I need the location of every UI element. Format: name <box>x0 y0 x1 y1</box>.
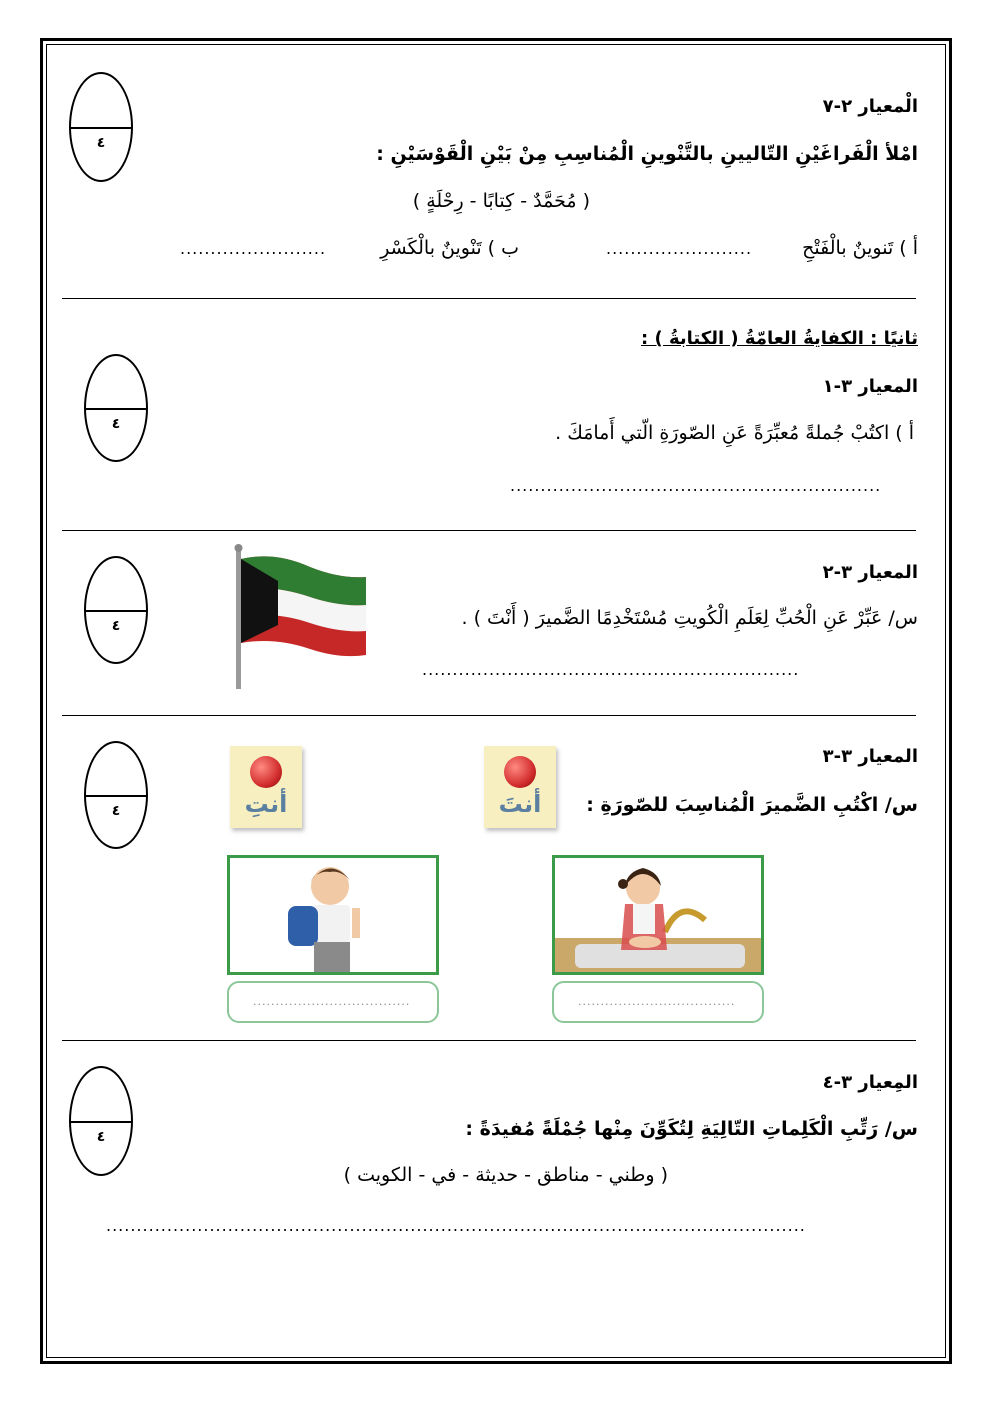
answer-line[interactable]: ................................................................................................................... <box>106 1216 806 1235</box>
standard-title: الْمعيار ٢-٧ <box>822 96 918 117</box>
boy-picture-frame <box>227 855 439 975</box>
pushpin-icon <box>504 756 536 788</box>
score-oval: ٤ <box>84 354 148 462</box>
item-a-answer-line[interactable]: ........................ <box>606 239 753 258</box>
pronoun-card-feminine: أنتِ <box>230 746 302 828</box>
divider <box>62 298 916 299</box>
choices-text: ( وطني - مناطق - حديثة - في - الكويت ) <box>343 1164 668 1186</box>
item-a-label: أ ) تَنوينٌ بالْفَتْحِ <box>802 237 918 259</box>
score-oval: ٤ <box>69 72 133 182</box>
standard-title: المعيار ٣-٢ <box>822 562 918 583</box>
divider <box>62 715 916 716</box>
standard-title: المعيار ٣-٣ <box>822 746 918 767</box>
answer-box-girl[interactable]: ................................... <box>552 981 764 1023</box>
question-text: س/ عَبِّرْ عَنِ الْحُبِّ لِعَلَمِ الْكُويتِ مُسْتَخْدِمًا الضَّميرَ ( أَنْتَ ) . <box>461 607 918 629</box>
choices-text: ( مُحَمَّدٌ - كِتابًا - رِحْلَةٍ ) <box>412 190 590 212</box>
standard-title: المعيار ٣-١ <box>822 376 918 397</box>
answer-box-boy[interactable]: ................................... <box>227 981 439 1023</box>
kuwait-flag-image <box>230 543 372 691</box>
answer-line[interactable]: ............................................................. <box>510 476 882 495</box>
pushpin-icon <box>250 756 282 788</box>
score-oval: ٤ <box>69 1066 133 1176</box>
girl-illustration <box>555 858 761 972</box>
section-heading: ثانيًا : الكفايةُ العامّةُ ( الكتابةُ ) : <box>641 328 918 349</box>
divider <box>62 530 916 531</box>
question-text: س/ رَتِّبِ الْكَلِماتِ التّالِيَةِ لِتُكَوِّنَ مِنْها جُمْلَةً مُفيدَةً : <box>465 1118 918 1140</box>
pronoun-card-masculine: أنتَ <box>484 746 556 828</box>
question-text: امْلأ الْفَراغَيْنِ التّاليينِ بالتَّنْوينِ الْمُناسِبِ مِنْ بَيْنِ الْقَوْسَيْنِ : <box>376 143 918 165</box>
score-oval: ٤ <box>84 741 148 849</box>
item-b-label: ب ) تَنْوينٌ بالْكَسْرِ <box>380 237 519 259</box>
boy-illustration <box>230 858 436 972</box>
answer-line[interactable]: .............................................................. <box>422 660 800 679</box>
score-oval: ٤ <box>84 556 148 664</box>
standard-title: المِعيار ٣-٤ <box>822 1072 918 1093</box>
question-text: س/ اكْتُبِ الضَّميرَ الْمُناسِبَ للصّورَةِ : <box>586 794 918 816</box>
girl-picture-frame <box>552 855 764 975</box>
question-text: أ ) اكتُبْ جُملةً مُعبِّرَةً عَنِ الصّورَةِ الّتي أَمامَكَ . <box>555 422 914 444</box>
divider <box>62 1040 916 1041</box>
item-b-answer-line[interactable]: ........................ <box>180 239 327 258</box>
